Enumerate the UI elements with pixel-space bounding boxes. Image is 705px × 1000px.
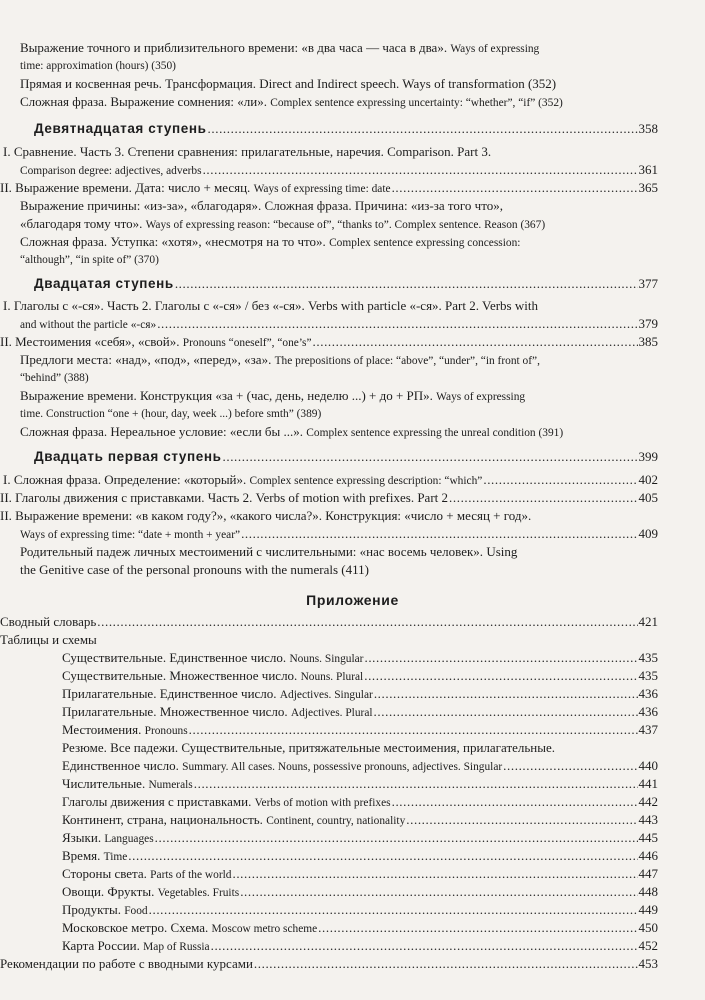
toc-entry-dictionary[interactable]: Сводный словарь ..... 421: [0, 614, 658, 630]
appendix-item[interactable]: Продукты. Food ..... 449: [62, 902, 658, 919]
intro-line-3: Прямая и косвенная речь. Трансформация. Direct and Indirect speech. Ways of transformation (352): [20, 76, 557, 91]
appendix-item[interactable]: Существительные. Множественное число. Nouns. Plural ..... 435: [62, 668, 658, 685]
toc-entry-cont: “although”, “in spite of” (370): [20, 254, 159, 266]
toc-entry[interactable]: II. Глаголы движения с приставками. Часть 2. Verbs of motion with prefixes. Part 2 ..... 405: [0, 490, 658, 506]
section-heading-21[interactable]: Двадцать первая ступень ..... 399: [34, 449, 658, 465]
appendix-item[interactable]: Числительные. Numerals ..... 441: [62, 776, 658, 793]
toc-entry[interactable]: Сложная фраза. Нереальное условие: «если бы ...». Complex sentence expressing the unreal condition (391): [20, 424, 564, 439]
toc-entry[interactable]: Сложная фраза. Уступка: «хотя», «несмотря на то что». Complex sentence expressing concession:: [20, 234, 521, 249]
toc-entry[interactable]: and without the particle «-ся» ..... 379: [20, 316, 658, 333]
toc-entry[interactable]: Родительный падеж личных местоимений с числительными: «нас восемь человек». Using: [20, 544, 518, 559]
toc-entry[interactable]: Предлоги места: «над», «под», «перед», «за». The prepositions of place: “above”, “under”, “in front of”,: [20, 352, 540, 367]
appendix-item[interactable]: Стороны света. Parts of the world ..... 447: [62, 866, 658, 883]
toc-entry-cont: “behind” (388): [20, 372, 89, 384]
appendix-item[interactable]: Континент, страна, национальность. Continent, country, nationality ..... 443: [62, 812, 658, 829]
toc-entry[interactable]: Comparison degree: adjectives, adverbs ..... 361: [20, 162, 658, 179]
intro-line-2: time: approximation (hours) (350): [20, 60, 176, 72]
tables-heading: Таблицы и схемы: [0, 632, 97, 647]
toc-entry[interactable]: «благодаря тому что». Ways of expressing reason: “because of”, “thanks to”. Complex sentence. Reason (367): [20, 216, 546, 231]
appendix-item[interactable]: Московское метро. Схема. Moscow metro scheme ..... 450: [62, 920, 658, 937]
toc-entry[interactable]: Выражение времени. Конструкция «за + (час, день, неделю ...) + до + РП». Ways of expressing: [20, 388, 526, 403]
section-heading-19[interactable]: Девятнадцатая ступень ..... 358: [34, 121, 658, 137]
toc-entry-cont: the Genitive case of the personal pronouns with the numerals (411): [20, 562, 369, 577]
appendix-item[interactable]: Прилагательные. Множественное число. Adjectives. Plural ..... 436: [62, 704, 658, 721]
appendix-item[interactable]: Единственное число. Summary. All cases. Nouns, possessive pronouns, adjectives. Singular ..... 440: [62, 758, 658, 775]
toc-entry[interactable]: II. Выражение времени: «в каком году?», «какого числа?». Конструкция: «число + месяц + год».: [0, 508, 532, 523]
appendix-title: Приложение: [306, 592, 399, 608]
toc-entry[interactable]: I. Глаголы с «-ся». Часть 2. Глаголы с «-ся» / без «-ся». Verbs with particle «-ся». Part 2. Verbs with: [3, 298, 538, 313]
toc-entry-recommendations[interactable]: Рекомендации по работе с вводными курсами ..... 453: [0, 956, 658, 972]
appendix-item[interactable]: Языки. Languages ..... 445: [62, 830, 658, 847]
toc-entry[interactable]: II. Местоимения «себя», «свой». Pronouns “oneself”, “one’s” ..... 385: [0, 334, 658, 351]
toc-entry[interactable]: I. Сравнение. Часть 3. Степени сравнения: прилагательные, наречия. Comparison. Part 3.: [3, 144, 492, 159]
intro-line-1: Выражение точного и приблизительного времени: «в два часа — часа в два». Ways of expressing: [20, 40, 540, 55]
toc-entry-cont: time. Construction “one + (hour, day, week ...) before smth” (389): [20, 408, 322, 420]
appendix-item[interactable]: Существительные. Единственное число. Nouns. Singular ..... 435: [62, 650, 658, 667]
appendix-item[interactable]: Глаголы движения с приставками. Verbs of motion with prefixes ..... 442: [62, 794, 658, 811]
appendix-item[interactable]: Карта России. Map of Russia ..... 452: [62, 938, 658, 955]
appendix-item[interactable]: Овощи. Фрукты. Vegetables. Fruits ..... 448: [62, 884, 658, 901]
toc-entry[interactable]: Ways of expressing time: “date + month + year” ..... 409: [20, 526, 658, 543]
appendix-item[interactable]: Местоимения. Pronouns ..... 437: [62, 722, 658, 739]
section-heading-20[interactable]: Двадцатая ступень ..... 377: [34, 276, 658, 292]
appendix-item-resume[interactable]: Резюме. Все падежи. Существительные, притяжательные местоимения, прилагательные.: [62, 740, 556, 755]
appendix-item[interactable]: Время. Time ..... 446: [62, 848, 658, 865]
appendix-item[interactable]: Прилагательные. Единственное число. Adjectives. Singular ..... 436: [62, 686, 658, 703]
intro-line-4: Сложная фраза. Выражение сомнения: «ли». Complex sentence expressing uncertainty: “whether”, “if” (352): [20, 94, 563, 109]
toc-entry[interactable]: Выражение причины: «из-за», «благодаря». Сложная фраза. Причина: «из-за того что»,: [20, 198, 503, 213]
toc-entry[interactable]: II. Выражение времени. Дата: число + месяц. Ways of expressing time: date ..... 365: [0, 180, 658, 197]
toc-entry[interactable]: I. Сложная фраза. Определение: «который». Complex sentence expressing description: “which” ..... 402: [3, 472, 658, 489]
